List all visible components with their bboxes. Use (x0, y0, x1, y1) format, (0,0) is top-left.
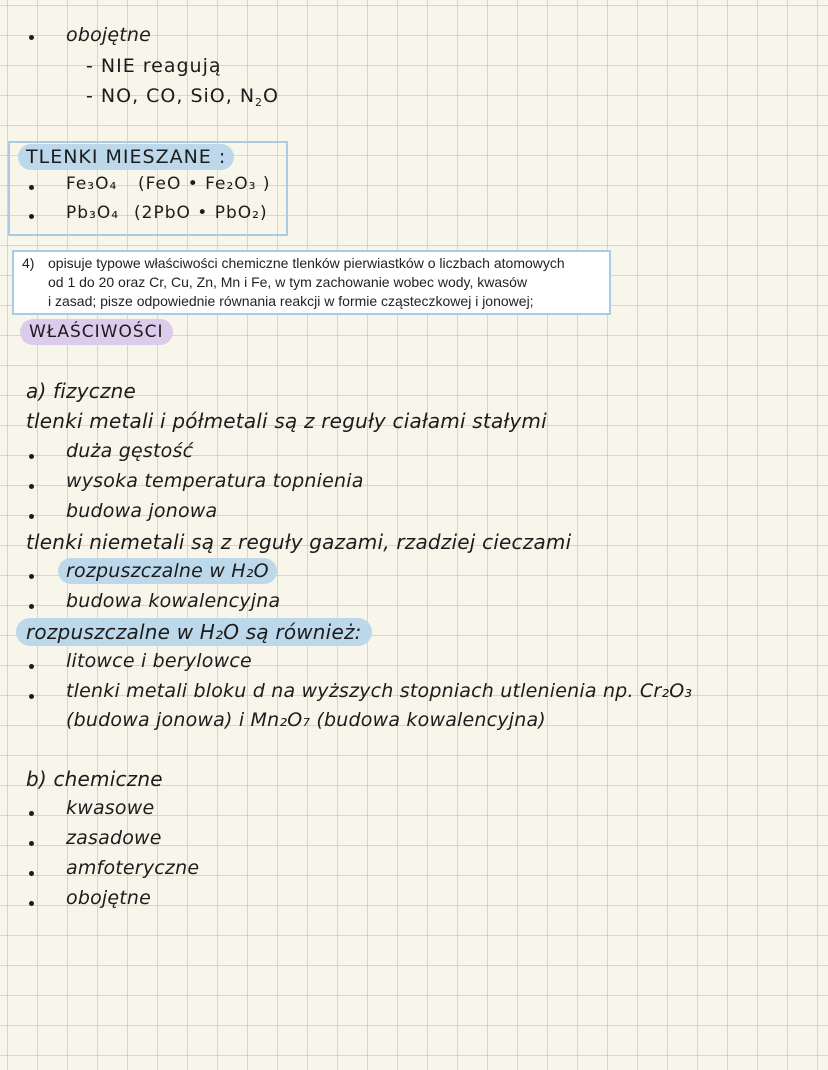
examples-text: - NO, CO, SiO, N (86, 85, 256, 107)
metal-oxides-intro: tlenki metali i półmetali są z reguły ciałami stałymi (26, 409, 547, 433)
mixed-oxide-formula: Pb₃O₄ (66, 203, 120, 223)
list-item: duża gęstość (66, 440, 194, 462)
bullet-dot (29, 574, 34, 579)
examples-text-end: O (263, 85, 279, 107)
list-item: budowa kowalencyjna (66, 590, 281, 612)
bullet-dot (29, 604, 34, 609)
bullet-dot (29, 664, 34, 669)
list-item: kwasowe (66, 797, 155, 819)
list-item: obojętne (66, 887, 152, 909)
requirement-line: opisuje typowe właściwości chemiczne tlenków pierwiastków o liczbach atomowych (48, 255, 565, 271)
bullet-dot (29, 811, 34, 816)
curriculum-requirement-box (12, 250, 611, 315)
list-item: amfoteryczne (66, 857, 200, 879)
mixed-oxides-heading-text: TLENKI MIESZANE : (18, 144, 234, 170)
requirement-line: i zasad; pisze odpowiednie równania reakcji w formie cząsteczkowej i jonowej; (48, 293, 534, 309)
requirement-line: od 1 do 20 oraz Cr, Cu, Zn, Mn i Fe, w tym zachowanie wobec wody, kwasów (48, 274, 528, 290)
list-item-continuation: (budowa jonowa) i Mn₂O₇ (budowa kowalencyjna) (66, 709, 546, 731)
physical-heading: a) fizyczne (26, 379, 137, 403)
highlight-text: rozpuszczalne w H₂O są również: (16, 618, 372, 646)
nonmetal-oxides-intro: tlenki niemetali są z reguły gazami, rzadziej cieczami (26, 530, 572, 554)
list-item: zasadowe (66, 827, 162, 849)
list-item: wysoka temperatura topnienia (66, 470, 364, 492)
bullet-dot (29, 484, 34, 489)
bullet-dot (29, 454, 34, 459)
mixed-oxides-heading (18, 148, 234, 167)
list-item: budowa jonowa (66, 500, 218, 522)
list-item: tlenki metali bloku d na wyższych stopniach utlenienia np. Cr₂O₃ (66, 680, 693, 702)
subscript: 2 (255, 96, 264, 109)
mixed-oxide-formula: Fe₃O₄ (66, 174, 118, 194)
chemical-heading: b) chemiczne (26, 767, 163, 791)
properties-heading-text: WŁAŚCIWOŚCI (20, 319, 173, 345)
bullet-dot (29, 901, 34, 906)
properties-heading (20, 324, 173, 341)
bullet-dot (29, 35, 34, 40)
mixed-oxide-composition: (2PbO • PbO₂) (134, 203, 268, 223)
bullet-dot (29, 185, 34, 190)
bullet-dot (29, 514, 34, 519)
list-item: litowce i berylowce (66, 650, 252, 672)
requirement-number: 4) (22, 255, 35, 271)
bullet-dot (29, 871, 34, 876)
bullet-dot (29, 214, 34, 219)
inert-oxides-note: - NIE reagują (86, 55, 222, 77)
mixed-oxide-composition: (FeO • Fe₂O₃ ) (138, 174, 271, 194)
also-soluble-heading (16, 622, 372, 642)
list-item-highlighted (58, 562, 277, 581)
inert-oxides-examples (86, 85, 279, 109)
bullet-dot (29, 841, 34, 846)
inert-oxides-label: obojętne (66, 24, 152, 46)
bullet-dot (29, 694, 34, 699)
highlight-text: rozpuszczalne w H₂O (58, 558, 277, 584)
